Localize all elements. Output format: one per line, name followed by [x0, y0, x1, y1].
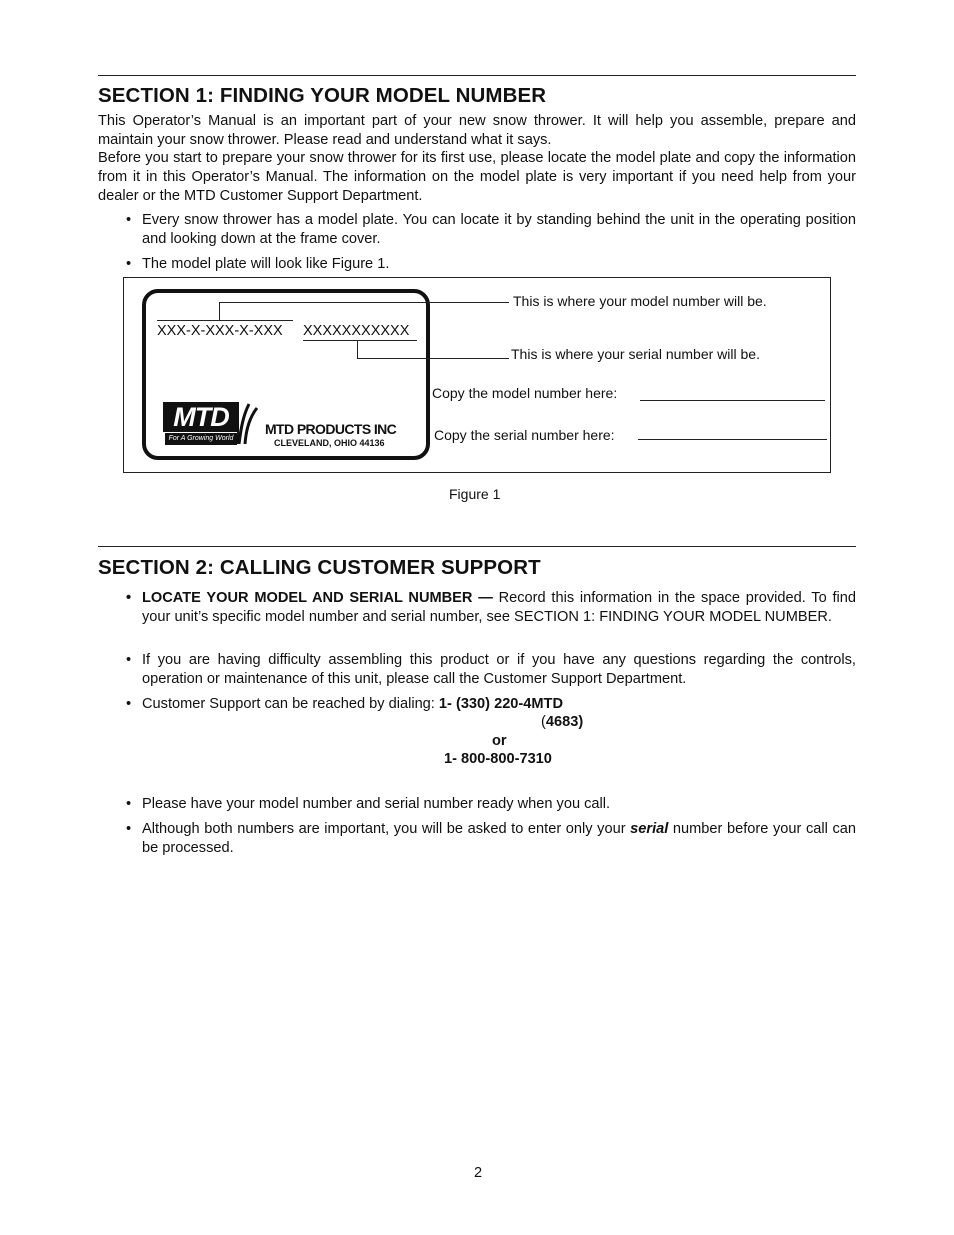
serial-leader-horizontal	[357, 358, 509, 359]
serial-emphasis: serial	[630, 821, 669, 837]
list-item-lead: LOCATE YOUR MODEL AND SERIAL NUMBER —	[142, 590, 493, 606]
company-name: MTD PRODUCTS INC	[265, 421, 397, 437]
serial-callout: This is where your serial number will be.	[511, 346, 760, 362]
model-leader-horizontal	[219, 302, 509, 303]
phone-number-toll-free: 1- 800-800-7310	[444, 751, 552, 767]
mtd-logo-wordmark: MTD	[163, 402, 239, 432]
list-item-text: Record this information in the space provided. To find your unit’s specific model number and serial number, see SECTION 1: FINDING YOUR MODEL NUMBER.	[142, 590, 856, 625]
section1-rule	[98, 75, 856, 76]
mtd-logo	[163, 402, 259, 448]
model-number-format: XXX-X-XXX-X-XXX	[157, 323, 283, 339]
list-item: • Although both numbers are important, you will be asked to enter only your serial number before your call can be processed.	[126, 821, 856, 856]
bullet-marker: •	[126, 212, 132, 228]
bullet-marker: •	[126, 652, 132, 668]
copy-serial-label: Copy the serial number here:	[434, 427, 615, 443]
phone-or: or	[492, 733, 507, 749]
bullet-marker: •	[126, 821, 132, 837]
bullet-marker: •	[126, 696, 132, 712]
list-item-text: Customer Support can be reached by dialing:	[142, 696, 439, 712]
list-item	[126, 695, 856, 714]
figure-caption: Figure 1	[449, 486, 501, 502]
page-number: 2	[474, 1165, 483, 1181]
list-item	[126, 589, 856, 627]
serial-underline	[303, 340, 417, 341]
section1-paragraph-2: Before you start to prepare your snow thrower for its first use, please locate the model plate and copy the information from it in this Operator’s Manual. The information on the model plate is very important if you need help from your dealer or the MTD Customer Support Department.	[98, 150, 856, 204]
company-address: CLEVELAND, OHIO 44136	[274, 438, 385, 448]
list-item	[126, 211, 856, 249]
model-bracket-line	[157, 320, 293, 321]
section1-paragraph-1: This Operator’s Manual is an important part of your new snow thrower. It will help you assemble, prepare and maintain your snow thrower. Please read and understand what it says.	[98, 113, 856, 148]
bullet-marker: •	[126, 796, 132, 812]
bullet-marker: •	[126, 256, 132, 272]
model-number-entry-line[interactable]	[640, 400, 825, 401]
list-item	[126, 255, 856, 274]
list-item	[126, 795, 856, 814]
list-item	[126, 651, 856, 689]
phone-digits: (4683)	[541, 714, 584, 730]
model-leader-vertical	[219, 302, 220, 320]
list-item-text: If you are having difficulty assembling this product or if you have any questions regarding the controls, operation or maintenance of this unit, please call the Customer Support Department.	[142, 652, 856, 687]
mtd-logo-tagline: For A Growing World	[165, 433, 237, 445]
section2-heading: SECTION 2: CALLING CUSTOMER SUPPORT	[98, 556, 541, 579]
serial-number-entry-line[interactable]	[638, 439, 827, 440]
serial-number-format: XXXXXXXXXXX	[303, 323, 410, 339]
section2-rule	[98, 546, 856, 547]
list-item-text: Please have your model number and serial number ready when you call.	[142, 796, 611, 812]
list-item-text: Every snow thrower has a model plate. You can locate it by standing behind the unit in the operating position and looking down at the frame cover.	[142, 212, 856, 247]
phone-number-primary: 1- (330) 220-4MTD	[438, 696, 564, 712]
copy-model-label: Copy the model number here:	[432, 385, 618, 401]
list-item-text: The model plate will look like Figure 1.	[142, 256, 390, 272]
section1-heading: SECTION 1: FINDING YOUR MODEL NUMBER	[98, 84, 547, 107]
model-callout: This is where your model number will be.	[513, 293, 767, 309]
serial-leader-vertical	[357, 340, 358, 359]
grass-blades-icon	[237, 402, 259, 446]
bullet-marker: •	[126, 590, 132, 606]
